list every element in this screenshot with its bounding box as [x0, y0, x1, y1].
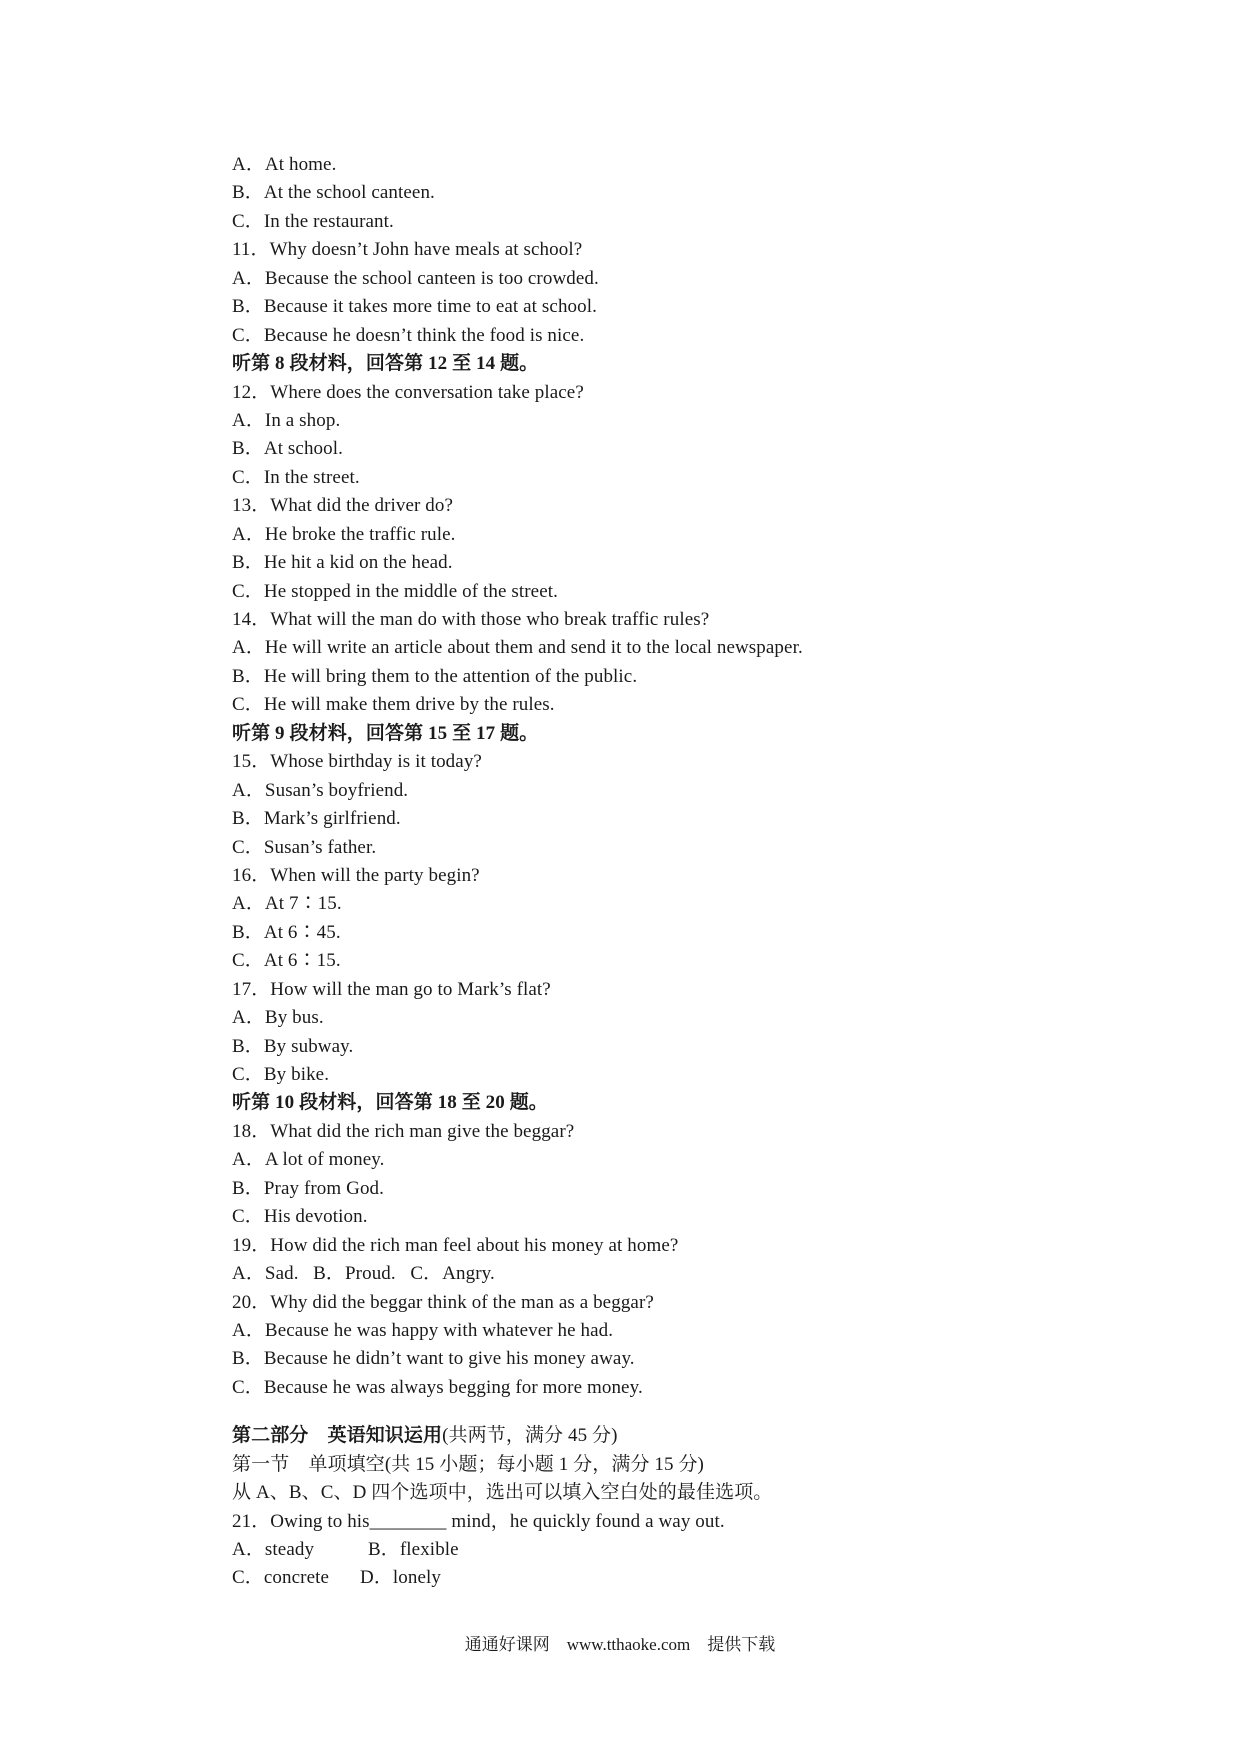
option-a: A．steady: [232, 1539, 315, 1560]
option-line: B．He will bring them to the attention of the public.: [232, 665, 638, 687]
option-line: B．Pray from God.: [232, 1177, 385, 1199]
question-20: 20．Why did the beggar think of the man as a beggar?: [232, 1291, 654, 1313]
option-line: B．Because he didn’t want to give his money away.: [232, 1348, 635, 1370]
section-one-title-main: 第一节 单项填空: [232, 1453, 385, 1475]
option-line: C．He stopped in the middle of the street.: [232, 580, 558, 602]
question-18: 18．What did the rich man give the beggar?: [232, 1120, 575, 1142]
spacer: [232, 1402, 1132, 1422]
question-21: 21．Owing to his________ mind，he quickly found a way out.: [232, 1510, 725, 1532]
option-row-19: [232, 1260, 1132, 1288]
document-content: [232, 151, 1132, 1593]
option-line: B．By subway.: [232, 1035, 354, 1057]
option-line: C．In the restaurant.: [232, 210, 394, 232]
option-c: C．Angry.: [410, 1263, 495, 1285]
option-line: C．Because he doesn’t think the food is nice.: [232, 324, 585, 346]
instruction: 从 A、B、C、D 四个选项中，选出可以填入空白处的最佳选项。: [232, 1482, 773, 1504]
option-line: A．By bus.: [232, 1007, 324, 1029]
option-line: C．His devotion.: [232, 1206, 368, 1228]
option-line: A．At 7∶15.: [232, 893, 342, 915]
part-two-title: [232, 1422, 1132, 1450]
option-line: A．Because the school canteen is too crowded.: [232, 267, 599, 289]
question-14: 14．What will the man do with those who break traffic rules?: [232, 609, 710, 630]
section-one-title-rest: (共 15 小题；每小题 1 分，满分 15 分): [384, 1453, 704, 1475]
question-12: 12．Where does the conversation take place?: [232, 381, 584, 403]
part-two-title-bold: 第二部分 英语知识运用: [232, 1425, 443, 1447]
option-c: C．concrete: [232, 1567, 330, 1589]
option-line: A．A lot of money.: [232, 1149, 385, 1171]
option-b: B．Proud.: [313, 1263, 396, 1285]
option-line: C．At 6∶15.: [232, 950, 341, 972]
option-d: D．lonely: [360, 1567, 442, 1589]
option-line: C．In the street.: [232, 466, 360, 488]
part-two-title-rest: (共两节，满分 45 分): [442, 1425, 618, 1447]
option-line: B．At 6∶45.: [232, 921, 341, 943]
footer-source: 通通好课网 www.tthaoke.com 提供下载: [464, 1635, 776, 1654]
question-11: 11．Why doesn’t John have meals at school?: [232, 239, 583, 261]
question-17: 17．How will the man go to Mark’s flat?: [232, 978, 551, 1000]
option-line: B．At the school canteen.: [232, 182, 435, 204]
option-line: A．At home.: [232, 154, 337, 175]
question-13: 13．What did the driver do?: [232, 495, 454, 517]
option-row-21-cd: [232, 1564, 1132, 1592]
option-row-21-ab: [232, 1536, 1132, 1564]
option-b: B．flexible: [368, 1539, 459, 1560]
option-line: A．He broke the traffic rule.: [232, 523, 456, 545]
section-heading-10: 听第 10 段材料，回答第 18 至 20 题。: [232, 1092, 548, 1114]
section-heading-8: 听第 8 段材料，回答第 12 至 14 题。: [232, 353, 539, 375]
section-one-title: [232, 1451, 1132, 1479]
option-line: A．Susan’s boyfriend.: [232, 779, 409, 801]
option-a: A．Sad.: [232, 1263, 299, 1285]
question-15: 15．Whose birthday is it today?: [232, 751, 482, 773]
option-line: B．At school.: [232, 438, 343, 460]
option-line: A．He will write an article about them and send it to the local newspaper.: [232, 637, 803, 659]
option-line: C．He will make them drive by the rules.: [232, 694, 555, 716]
option-line: B．Because it takes more time to eat at school.: [232, 296, 597, 318]
option-line: C．Because he was always begging for more money.: [232, 1376, 643, 1398]
option-line: A．In a shop.: [232, 409, 341, 431]
option-line: B．He hit a kid on the head.: [232, 552, 453, 574]
section-heading-9: 听第 9 段材料，回答第 15 至 17 题。: [232, 722, 539, 744]
option-line: C．By bike.: [232, 1064, 330, 1085]
question-19: 19．How did the rich man feel about his money at home?: [232, 1234, 679, 1256]
option-line: C．Susan’s father.: [232, 836, 377, 858]
option-line: B．Mark’s girlfriend.: [232, 808, 401, 830]
question-16: 16．When will the party begin?: [232, 864, 480, 886]
option-line: A．Because he was happy with whatever he had.: [232, 1319, 614, 1341]
